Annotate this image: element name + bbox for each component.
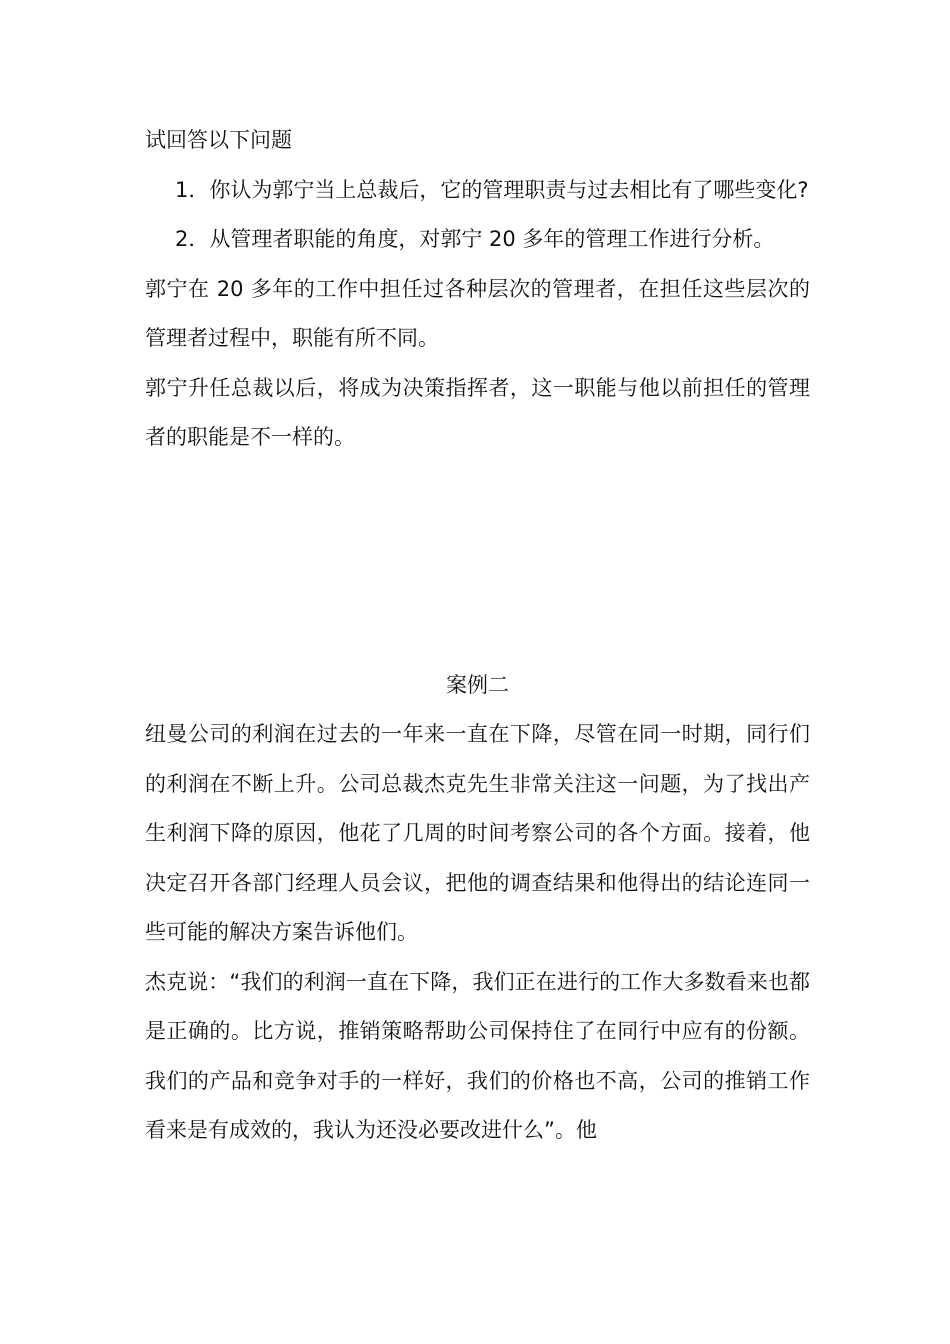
question-2: 2．从管理者职能的角度，对郭宁 20 多年的管理工作进行分析。 [175, 227, 775, 251]
answer-paragraph-2: 郭宁升任总裁以后，将成为决策指挥者，这一职能与他以前担任的管理者的职能是不一样的。 [145, 375, 810, 449]
question-1: 1．你认为郭宁当上总裁后，它的管理职责与过去相比有了哪些变化? [175, 177, 809, 202]
answer-paragraph-1: 郭宁在 20 多年的工作中担任过各种层次的管理者，在担任这些层次的管理者过程中，职能有所不同。 [145, 276, 810, 350]
section-spacer [145, 463, 810, 661]
case-paragraph-1: 纽曼公司的利润在过去的一年来一直在下降，尽管在同一时期，同行们的利润在不断上升。公司总裁杰克先生非常关注这一问题，为了找出产生利润下降的原因，他花了几周的时间考察公司的各个方面。接着，他决定召开各部门经理人员会议，把他的调查结果和他得出的结论连同一些可能的解决方案告诉他们。 [145, 722, 810, 944]
questions-heading: 试回答以下问题 [145, 128, 292, 152]
case-two-title: 案例二 [446, 672, 509, 697]
document-body [145, 116, 810, 1156]
case-paragraph-2: 杰克说：“我们的利润一直在下降，我们正在进行的工作大多数看来也都是正确的。比方说，推销策略帮助公司保持住了在同行中应有的份额。我们的产品和竞争对手的一样好，我们的价格也不高，公司的推销工作看来是有成效的，我认为还没必要改进什么”。他 [145, 969, 810, 1142]
